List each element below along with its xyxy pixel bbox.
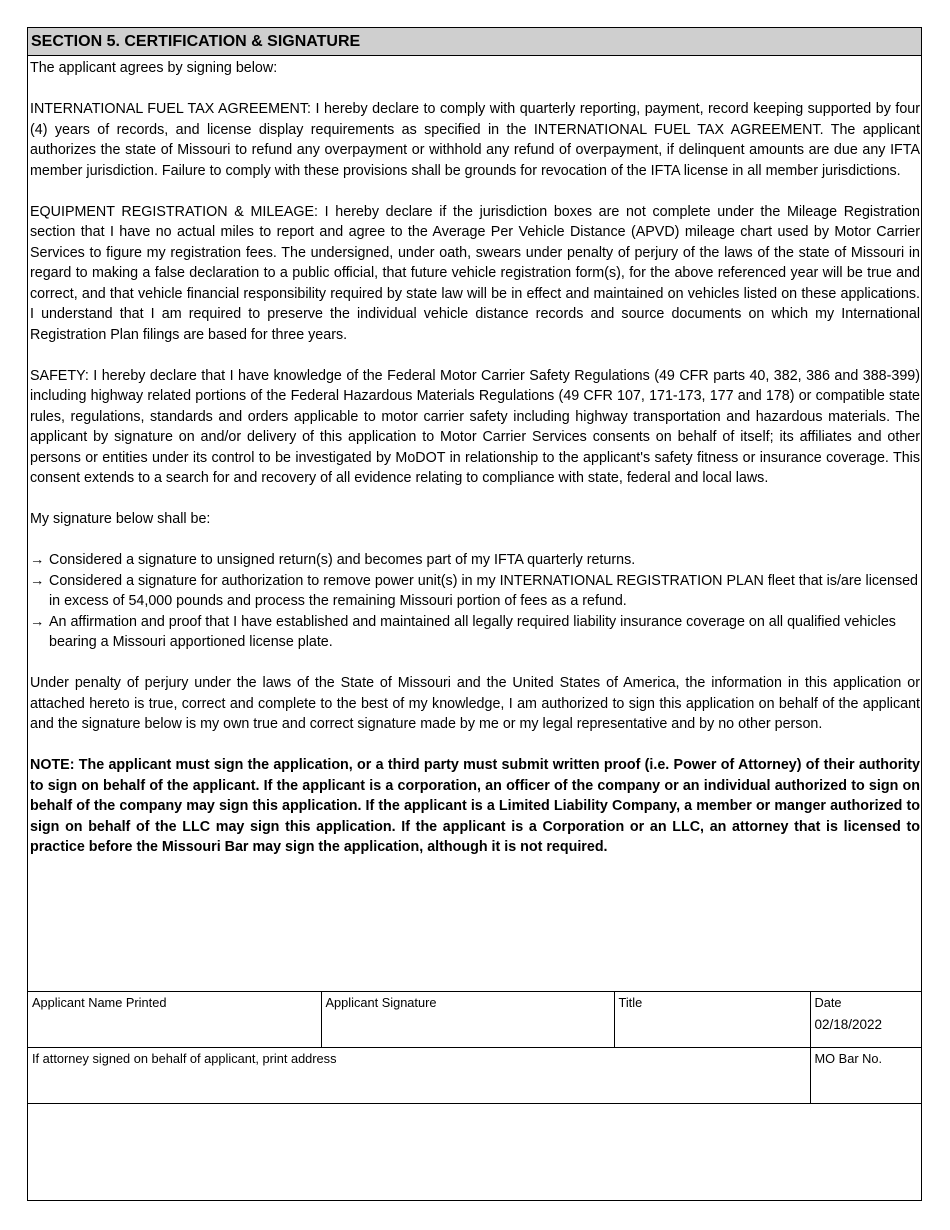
list-item — [30, 571, 920, 612]
arrow-right-icon: → — [30, 552, 45, 568]
perjury-paragraph: Under penalty of perjury under the laws of the State of Missouri and the United States of America, the information in this application or attached hereto is true, correct and complete to the best of my knowledge, I am authorized to sign this application on behalf of the applicant and the signature below is my own true and correct signature made by me or my legal representative and by no other person. — [30, 675, 920, 732]
attorney-address-field[interactable] — [28, 1048, 810, 1104]
signature-intro: My signature below shall be: — [30, 511, 211, 527]
applicant-name-field[interactable] — [28, 992, 321, 1048]
signature-table — [28, 991, 921, 1200]
mo-bar-number-label: MO Bar No. — [814, 1051, 883, 1066]
list-item — [30, 550, 920, 571]
applicant-signature-field[interactable] — [321, 992, 614, 1048]
applicant-signature-label: Applicant Signature — [325, 995, 437, 1010]
applicant-name-label: Applicant Name Printed — [32, 995, 167, 1010]
section-title: SECTION 5. CERTIFICATION & SIGNATURE — [28, 28, 921, 56]
ifta-paragraph: INTERNATIONAL FUEL TAX AGREEMENT: I hereby declare to comply with quarterly reporting, payment, record keeping supported by four (4) years of records, and license display requirements as specified in the INTERNATIONAL FUEL TAX AGREEMENT. The applicant authorizes the state of Missouri to refund any overpayment or withhold any refund of overpayment, if delinquent amounts are due any IFTA member jurisdiction. Failure to comply with these provisions shall be grounds for revocation of the IFTA license in all member jurisdictions. — [30, 101, 920, 179]
certification-text — [28, 56, 921, 858]
blank-area — [28, 1104, 921, 1200]
arrow-right-icon: → — [30, 613, 45, 630]
certification-section — [27, 27, 922, 1201]
note-paragraph: NOTE: The applicant must sign the application, or a third party must submit written proof (i.e. Power of Attorney) of their authority to sign on behalf of the applicant. If the applicant is a corporation, an officer of the company or an individual authorized to sign on behalf of the company may sign this application. If the applicant is a Limited Liability Company, a member or manger authorized to sign on behalf of the LLC may sign this application. If the applicant is a Corporation or an LLC, an attorney that is licensed to practice before the Missouri Bar may sign the application, although it is not required. — [30, 757, 920, 855]
bullet-text: Considered a signature for authorization to remove power unit(s) in my INTERNATIONAL REGISTRATION PLAN fleet that is/are licensed in excess of 54,000 pounds and process the remaining Missouri portion of fees as a refund. — [49, 572, 919, 609]
safety-paragraph: SAFETY: I hereby declare that I have knowledge of the Federal Motor Carrier Safety Regulations (49 CFR parts 40, 382, 386 and 388-399) including highway related portions of the Federal Hazardous Materials Regulations (49 CFR 107, 171-173, 177 and 178) or compatible state rules, regulations, standards and orders applicable to motor carrier safety including highway transportation and hazardous materials. The applicant by signature on and/or delivery of this application to Motor Carrier Services consents on behalf of itself; its affiliates and other persons or entities under its control to be investigated by MoDOT in relationship to the applicant's safety fitness or insurance coverage. This consent extends to a search for and recovery of all evidence relating to compliance with state, federal and local laws. — [30, 367, 920, 486]
equipment-registration-paragraph: EQUIPMENT REGISTRATION & MILEAGE: I hereby declare if the jurisdiction boxes are not complete under the Mileage Registration section that I have no actual miles to report and agree to the Average Per Vehicle Distance (APVD) mileage chart used by Motor Carrier Services to figure my registration fees. The undersigned, under oath, swears under penalty of perjury of the laws of the state of Missouri in regard to making a false declaration to a public official, that future vehicle registration form(s), for the above referenced year will be true and correct, and that vehicle financial responsibility required by state law will be in effect and maintained on vehicles listed on these applications. I understand that I am required to preserve the individual vehicle distance records and source documents on which my International Registration Plan filings are based for three years. — [30, 203, 920, 343]
arrow-right-icon: → — [30, 572, 45, 589]
bullet-text: Considered a signature to unsigned return(s) and becomes part of my IFTA quarterly returns. — [49, 552, 636, 568]
title-label: Title — [618, 995, 643, 1010]
date-field[interactable] — [810, 992, 921, 1048]
date-label: Date — [814, 995, 842, 1010]
bullet-text: An affirmation and proof that I have established and maintained all legally required liability insurance coverage on all qualified vehicles bearing a Missouri apportioned license plate. — [49, 613, 896, 650]
attorney-address-label: If attorney signed on behalf of applicant, print address — [32, 1051, 337, 1066]
title-field[interactable] — [614, 992, 810, 1048]
list-item — [30, 612, 920, 653]
intro-text: The applicant agrees by signing below: — [30, 60, 278, 76]
date-value: 02/18/2022 — [814, 1017, 883, 1032]
mo-bar-number-field[interactable] — [810, 1048, 921, 1104]
